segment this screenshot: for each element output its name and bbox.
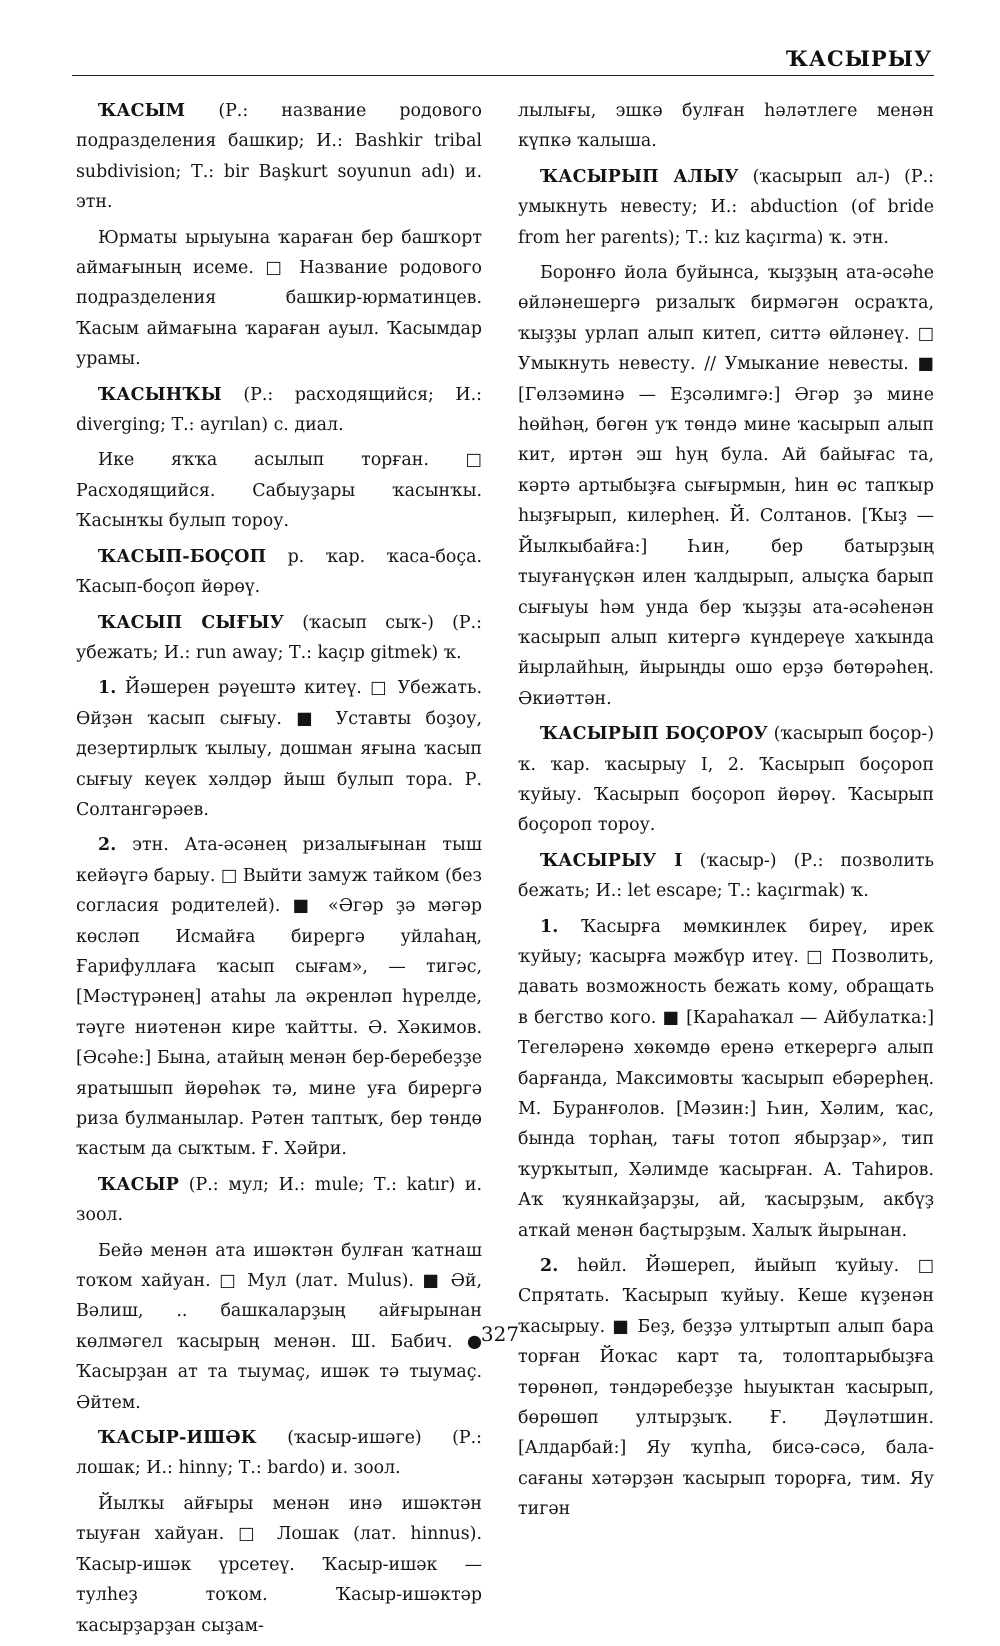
entry-kasynky-definition: Ике яҡҡа асылып торған. □ Расходящийся. Сабыуҙары ҡасынҡы. Ҡасынҡы булып тороу.: [76, 450, 482, 532]
header-rule: [72, 75, 934, 76]
right-column: [518, 96, 934, 1530]
headword: ҠАСЫМ: [98, 101, 186, 121]
entry-kasyryu-sense-2: 2. һөйл. Йәшереп, йыйып ҡуйыу. □ Спрятать. Ҡасырып ҡуйыу. Кеше күҙенән ҡасырыу. ■ Беҙ, беҙҙә ултыртып алып бара торған Йоҡас карт та, толоптарыбыҙға төрөнөп, тәндәребеҙҙе һыуыктан ҡасырып, бөрөшөп ултырҙыҡ. Ғ. Дәүләтшин. [Алдарбай:] Яу ҡупһа, бисә-сәсә, бала-сағаны хәтәрҙән ҡасырып торорға, тим. Яу тигән: [518, 1256, 934, 1520]
entry-kasyr-ishek-heading: ҠАСЫР-ИШӘК (ҡасыр-ишәге) (Р.: лошак; И.: hinny; Т.: bardo) и. зоол.: [76, 1428, 482, 1479]
headword: ҠАСЫР-ИШӘК: [98, 1428, 257, 1449]
entry-kasyryp-bosorou: ҠАСЫРЫП БОҪОРОУ (ҡасырып боҫор-) ҡ. ҡар. ҡасырыу I, 2. Ҡасырып боҫороп ҡуйыу. Ҡасырып боҫороп йөрөү. Ҡасырып боҫороп тороу.: [518, 724, 935, 836]
headword: ҠАСЫНҠЫ: [98, 384, 222, 405]
headword: ҠАСЫРЫП АЛЫУ: [540, 166, 739, 187]
entry-kasyp-sygyu-sense-1: 1. Йәшерен рәүештә китеү. □ Убежать. Өйҙән ҡасып сығыу. ■ Уставты боҙоу, дезертирлыҡ ҡылыу, дошман яғына ҡасып сығыу кеүек хәлдәр йыш булып тора. Р. Солтангәрәев.: [76, 678, 482, 820]
left-column: [76, 96, 482, 1646]
entry-kasyryp-alyu-definition: Боронғо йола буйынса, ҡыҙҙың ата-әсәһе өйләнешергә ризалыҡ бирмәгән осраҡта, ҡыҙҙы урлап алып китеп, ситтә өйләнеү. □ Умыкнуть невесту. // Умыкание невесты. ■ [Гөлзәминә — Еҙсәлимгә:] Әгәр ҙә мине һөйһәң, бөгөн уҡ төндә мине ҡасырып алып кит, иртән эш һуң була. Ай байығас та, кәртә артыбыҙға сығырмын, һин өс тапҡыр һыҙғырып, килерһең. Й. Солтанов. [Ҡыҙ — Йылкыбайға:] Һин, бер батырҙың тыуғанүҫкән илен ҡалдырып, алыҫҡа барып сығыуы һәм унда бер ҡыҙҙы ата-әсәһенән ҡасырып алып китергә күндереүе хаҡында йырлайһың, йырыңды ошо ерҙә бөтөрәһең. Әкиәттән.: [518, 263, 934, 709]
entry-kasym-definition: Юрматы ырыуына ҡараған бер башҡорт аймағының исеме. □ Название родового подразделения башкир-юрматинцев. Ҡасым аймағына ҡараған ауыл. Ҡасымдар урамы.: [76, 227, 482, 370]
entry-kasyp-sygyu-heading: ҠАСЫП СЫҒЫУ (ҡасып сыҡ-) (Р.: убежать; И.: run away; Т.: kaçıp gitmek) ҡ.: [76, 612, 482, 663]
entry-kasyryu-sense-1: 1. Ҡасырға мөмкинлек биреү, ирек ҡуйыу; ҡасырға мәжбүр итеү. □ Позволить, давать возможность бежать кому, обращать в бегство кого. ■ [Караһаҡал — Айбулатка:] Тегеләренә хөкөмдө еренә еткерергә алып барғанда, Максимовты ҡасырып ебәрерһең. М. Буранғолов. [Мәзин:] Һин, Хәлим, ҡас, бында торһаң, тағы тотоп ябырҙар», тип ҡурҡытып, Хәлимде ҡасырған. А. Таһиров. Аҡ ҡуянкайҙарҙы, ай, ҡасырҙым, акбүҙ аткай менән баҫтырҙым. Халыҡ йырынан.: [518, 916, 934, 1241]
running-head: ҠАСЫРЫУ: [786, 46, 932, 71]
headword: ҠАСЫРЫП БОҪОРОУ: [540, 724, 768, 745]
sense-number: 2.: [540, 1256, 559, 1277]
sense-number: 1.: [98, 678, 117, 699]
sense-number: 1.: [540, 916, 559, 937]
page-number: 327: [480, 1322, 520, 1346]
entry-kasyr-definition: Бейә менән ата ишәктән булған ҡатнаш тоҡом хайуан. □ Мул (лат. Mulus). ■ Әй, Вәлиш, .. башкаларҙың айғырынан көлмәгел ҡасырың менән. Ш. Бабич. ● Ҡасырҙан ат та тыумаҫ, ишәк тә тыумаҫ. Әйтем.: [76, 1240, 482, 1413]
entry-kasyryu-heading: ҠАСЫРЫУ I (ҡасыр-) (Р.: позволить бежать; И.: let escape; Т.: kaçırmak) ҡ.: [518, 850, 935, 902]
entry-kasynky-heading: ҠАСЫНҠЫ (Р.: расходящийся; И.: diverging; Т.: ayrılan) с. диал.: [76, 384, 482, 436]
headword: ҠАСЫП-БОҪОП: [98, 546, 267, 567]
entry-kasyryp-alyu-heading: ҠАСЫРЫП АЛЫУ (ҡасырып ал-) (Р.: умыкнуть невесту; И.: abduction (of bride from her parents); Т.: kız kaçırma) ҡ. этн.: [518, 166, 934, 248]
headword: ҠАСЫП СЫҒЫУ: [98, 612, 285, 633]
headword: ҠАСЫР: [98, 1174, 180, 1195]
entry-kasyr-ishek-definition: Йылҡы айғыры менән инә ишәктән тыуған хайуан. □ Лошак (лат. hinnus). Ҡасыр-ишәк үрсетеү. Ҡасыр-ишәк — тулһеҙ тоҡом. Ҡасыр-ишәктәр ҡасырҙарҙан сыҙам-: [76, 1493, 482, 1636]
entry-continuation: лылығы, эшкә булған һәләтлеге менән күпкә ҡалыша.: [518, 101, 934, 152]
entry-kasyp-boshop: ҠАСЫП-БОҪОП р. ҡар. ҡаса-боҫа. Ҡасып-боҫоп йөрөү.: [76, 546, 482, 598]
entry-kasyp-sygyu-sense-2: 2. этн. Ата-әсәнең ризалығынан тыш кейәүгә барыу. □ Выйти замуж тайком (без согласия родителей). ■ «Әгәр ҙә мәгәр көсләп Исмайға бирергә уйлаһаң, Ғарифуллаға ҡасып сығам», — тигәс, [Мәстүрәнең] атаһы ла әкренләп һүрелдe, тәүге ниәтенән кире ҡайтты. Ә. Хәкимов. [Әсәһе:] Бына, атайың менән бер-беребеҙҙе яратышып йөрөһәк тә, мине уға бирергә риза булманылар. Рәтен таптыҡ, бер төндө ҡастым да сыҡтым. Ғ. Хәйри.: [76, 835, 482, 1160]
sense-number: 2.: [98, 835, 117, 856]
entry-kasyr-heading: ҠАСЫР (Р.: мул; И.: mule; Т.: katır) и. зоол.: [76, 1174, 482, 1226]
entry-kasym-heading: ҠАСЫМ (Р.: название родового подразделения башкир; И.: Bashkir tribal subdivision; Т.: bir Başkurt soyunun adı) и. этн.: [76, 101, 482, 213]
headword: ҠАСЫРЫУ I: [540, 850, 683, 871]
